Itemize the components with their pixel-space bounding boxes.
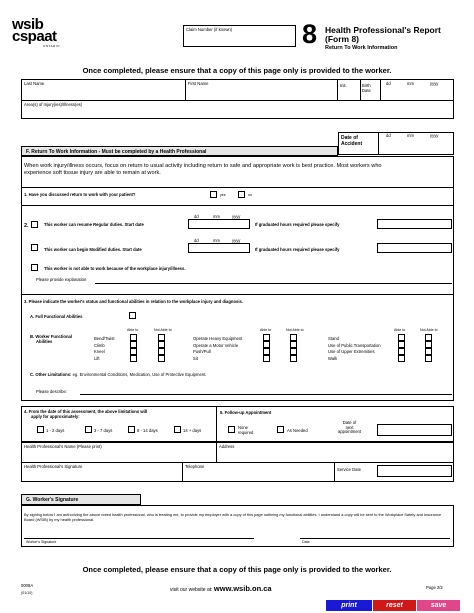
address-label: Address <box>219 444 235 449</box>
other-limitations-examples: eg. Environmental Conditions, Medication, Use of Protective Equipment. <box>72 372 207 377</box>
q1-label: 1. Have you discussed return to work with your patient? <box>24 192 136 197</box>
ability-sit: Sit <box>193 355 198 361</box>
followup-as-needed-label: As Needed <box>287 428 308 433</box>
website-line <box>170 584 272 593</box>
regular-yyyy-label: yyyy <box>232 214 241 219</box>
form-code: 0008A <box>21 583 34 588</box>
walk-able-checkbox[interactable] <box>398 355 405 362</box>
functional-abilities-label <box>30 334 72 344</box>
first-name-label: First Name <box>188 81 209 86</box>
climb-notable-checkbox[interactable] <box>158 341 165 348</box>
duration-8-14-checkbox[interactable] <box>128 426 135 433</box>
regular-duties-label: This worker can resume Regular duties. Start date <box>44 222 144 227</box>
address-field[interactable] <box>217 450 453 461</box>
wsib-logo <box>12 16 57 45</box>
q4-label <box>24 409 147 419</box>
hp-name-label: Health Professional's Name (Please print) <box>24 444 102 449</box>
q1-yes-checkbox[interactable] <box>210 191 217 198</box>
regular-mm-label: mm <box>213 214 220 219</box>
followup-none-line-1: None <box>238 425 249 430</box>
col2-notable-header: Not Able to <box>286 328 304 332</box>
date-of-accident-field[interactable] <box>379 140 453 154</box>
duration-1-2-label: 1 - 2 days <box>46 428 65 433</box>
last-name-label: Last Name <box>24 81 45 86</box>
worker-date-field[interactable] <box>300 538 450 539</box>
col1-items <box>94 336 114 362</box>
modified-dd-label: dd <box>194 238 199 243</box>
explanation-label: Please provide explanation <box>36 277 87 282</box>
duration-8-14-label: 8 - 14 days <box>137 428 158 433</box>
q1-no-checkbox[interactable] <box>238 191 245 198</box>
website-link[interactable]: www.wsib.on.ca <box>213 584 272 593</box>
other-limitations <box>30 372 206 377</box>
telephone-field[interactable] <box>183 470 333 481</box>
bend-able-checkbox[interactable] <box>130 334 137 341</box>
birth-yyyy-label: yyyy <box>430 81 439 86</box>
section-g-text: By signing below I am authorizing the above noted health professional, who is treating me, to provide my employer with a copy of this page outlining my functional abilities. I understand a copy will be sent to the Workplace Safety and Insurance Board (WSIB) by my health professional. <box>24 512 442 522</box>
col2-able-header: Able to <box>260 328 272 332</box>
stand-notable-checkbox[interactable] <box>425 334 432 341</box>
duration-14-plus-label: 14 + days <box>183 428 202 433</box>
modified-yyyy-label: yyyy <box>232 238 241 243</box>
reset-button[interactable]: reset <box>373 600 416 611</box>
init-label: Init. <box>340 83 347 88</box>
not-able-checkbox[interactable] <box>31 264 38 271</box>
claim-number-label: Claim Number (if known) <box>186 27 233 32</box>
modified-graduated-label: If graduated hours required please specify <box>255 247 340 252</box>
logo-line-2: cspaat <box>12 28 57 45</box>
section-f-header: F. Return To Work Information - Must be completed by a Health Professional <box>21 146 338 156</box>
notice-top: Once completed, please ensure that a copy of this page only is provided to the worker. <box>82 66 392 75</box>
modified-start-date-field[interactable] <box>188 243 250 253</box>
section-f-intro: When work injury/illness occurs, focus on return to usual activity including return to safe and appropriate work is best practice. Most workers who experience soft tissue injury are able to remain at work. <box>24 163 382 176</box>
hp-signature-label: Health Professional's Signature <box>24 464 83 469</box>
followup-as-needed-checkbox[interactable] <box>277 426 284 433</box>
form-number: 8 <box>302 19 318 49</box>
lift-notable-checkbox[interactable] <box>158 355 165 362</box>
page-number: Page 2/2 <box>426 585 443 590</box>
accident-mm-label: mm <box>407 133 414 138</box>
worker-signature-field[interactable] <box>24 538 254 539</box>
kneel-notable-checkbox[interactable] <box>158 348 165 355</box>
ability-heavy-equipment: Operate Heavy Equipment <box>193 336 243 341</box>
functional-abilities-line-1: B. Worker Functional <box>30 334 73 339</box>
q2-number: 2. <box>24 223 29 229</box>
transport-able-checkbox[interactable] <box>398 341 405 348</box>
followup-none-line-2: required <box>238 430 254 435</box>
ability-bend-twist: Bend/Twist <box>94 336 115 341</box>
ability-kneel: Kneel <box>94 349 105 354</box>
col2-items <box>193 336 242 362</box>
ability-public-transport: Use of Public Transportation <box>328 342 381 348</box>
regular-graduated-label: If graduated hours required please specify <box>255 222 340 227</box>
service-date-label: Service Date <box>337 467 361 472</box>
kneel-able-checkbox[interactable] <box>130 348 137 355</box>
print-button[interactable]: print <box>326 600 372 611</box>
modified-mm-label: mm <box>213 238 220 243</box>
birth-date-field[interactable] <box>381 87 453 99</box>
accident-dd-label: dd <box>386 133 391 138</box>
regular-dd-label: dd <box>194 214 199 219</box>
first-name-field[interactable] <box>186 87 336 99</box>
push-notable-checkbox[interactable] <box>290 348 297 355</box>
worker-signature-label: Worker's Signature <box>26 540 57 544</box>
climb-able-checkbox[interactable] <box>130 341 137 348</box>
areas-of-injury-field[interactable] <box>22 108 453 118</box>
birth-date-label: Birth Date <box>362 83 371 93</box>
stand-able-checkbox[interactable] <box>398 334 405 341</box>
ability-walk: Walk <box>328 355 338 361</box>
logo-sub: ONTARIO <box>43 44 60 48</box>
not-able-label: This worker is not able to work because of the workplace injury/illness. <box>44 266 186 271</box>
vehicle-notable-checkbox[interactable] <box>290 341 297 348</box>
explanation-field[interactable] <box>95 283 452 284</box>
bend-notable-checkbox[interactable] <box>158 334 165 341</box>
heavy-notable-checkbox[interactable] <box>290 334 297 341</box>
full-functional-checkbox[interactable] <box>129 312 136 319</box>
col3-able-header: Able to <box>394 328 406 332</box>
hp-signature-field[interactable] <box>22 470 181 481</box>
ability-motor-vehicle: Operate a Motor Vehicle <box>193 342 239 348</box>
q3-label: 3. Please indicate the worker's status and functional abilities in relation to the workplace injury and diagnosis. <box>24 299 244 304</box>
functional-abilities-line-2: Abilities <box>36 339 53 344</box>
modified-duties-label: This worker can begin Modified duties. Start date <box>44 247 142 252</box>
describe-label: Please describe: <box>36 389 67 394</box>
next-appointment-field[interactable] <box>377 424 452 436</box>
save-button[interactable]: save <box>417 600 460 611</box>
ability-upper-extremities: Use of Upper Extremities <box>328 349 375 354</box>
visit-label: visit our website at: <box>170 587 213 593</box>
col1-notable-header: Not Able to <box>154 328 172 332</box>
q1-yes-label: yes <box>220 193 226 197</box>
sit-able-checkbox[interactable] <box>263 355 270 362</box>
regular-duties-checkbox[interactable] <box>31 221 38 228</box>
q5-label: 5. Follow-up Appointment <box>220 410 272 415</box>
form-title-line-2: (Form 8) <box>325 34 359 44</box>
ability-climb: Climb <box>94 342 105 348</box>
modified-duties-checkbox[interactable] <box>31 244 38 251</box>
followup-none-label <box>238 425 253 435</box>
col3-items <box>328 336 381 362</box>
push-able-checkbox[interactable] <box>263 348 270 355</box>
regular-start-date-field[interactable] <box>188 219 250 229</box>
logo-line-1: wsib <box>12 16 44 33</box>
form-title-line-1: Health Professional's Report <box>325 25 441 35</box>
form-date-code: (01/10) <box>21 591 33 595</box>
other-limitations-label: C. Other Limitations: <box>30 372 72 377</box>
birth-mm-label: mm <box>407 81 414 86</box>
section-g-header: G. Worker's Signature <box>21 494 141 505</box>
next-appointment-line-2: next <box>345 424 354 430</box>
q1-no-label: no <box>248 193 252 197</box>
full-functional-label: A. Full Functional Abilities <box>30 314 83 319</box>
form-subtitle: Return To Work Information <box>325 45 398 51</box>
next-appointment-line-1: Date of <box>342 420 357 425</box>
duration-3-7-label: 3 - 7 days <box>94 428 113 433</box>
duration-3-7-checkbox[interactable] <box>85 426 92 433</box>
lift-able-checkbox[interactable] <box>130 355 137 362</box>
last-name-field[interactable] <box>22 87 184 99</box>
form-title <box>325 26 441 44</box>
upper-notable-checkbox[interactable] <box>425 348 432 355</box>
q4-line-2: apply for approximately: <box>31 414 80 419</box>
hp-name-field[interactable] <box>22 450 215 461</box>
claim-number-field[interactable] <box>183 25 296 47</box>
service-date-field[interactable] <box>377 465 452 477</box>
heavy-able-checkbox[interactable] <box>263 334 270 341</box>
walk-notable-checkbox[interactable] <box>425 355 432 362</box>
ability-lift: Lift <box>94 355 100 361</box>
accident-yyyy-label: yyyy <box>430 133 439 138</box>
birth-dd-label: dd <box>386 81 391 86</box>
duration-14-plus-checkbox[interactable] <box>174 426 181 433</box>
areas-of-injury-label: Area(s) of Injury(ies)/Illness(es) <box>24 102 83 107</box>
modified-graduated-field[interactable] <box>377 243 452 253</box>
describe-field[interactable] <box>80 394 452 395</box>
col3-notable-header: Not Able to <box>420 328 438 332</box>
notice-bottom: Once completed, please ensure that a copy of this page only is provided to the worker. <box>82 565 392 574</box>
sit-notable-checkbox[interactable] <box>290 355 297 362</box>
q4-line-1: 4. From the date of this assessment, the above limitations will <box>24 409 148 414</box>
regular-graduated-field[interactable] <box>377 219 452 229</box>
next-appointment-line-3: appointment <box>338 429 362 434</box>
telephone-label: Telephone <box>185 464 205 469</box>
date-of-accident-label: Date of Accident <box>341 135 363 147</box>
next-appointment-label <box>338 421 361 435</box>
followup-none-checkbox[interactable] <box>228 426 235 433</box>
upper-able-checkbox[interactable] <box>398 348 405 355</box>
vehicle-able-checkbox[interactable] <box>263 341 270 348</box>
ability-push-pull: Push/Pull <box>193 349 211 354</box>
ability-stand: Stand <box>328 336 339 341</box>
col1-able-header: Able to <box>127 328 139 332</box>
transport-notable-checkbox[interactable] <box>425 341 432 348</box>
worker-date-label: Date <box>302 540 310 544</box>
duration-1-2-checkbox[interactable] <box>37 426 44 433</box>
